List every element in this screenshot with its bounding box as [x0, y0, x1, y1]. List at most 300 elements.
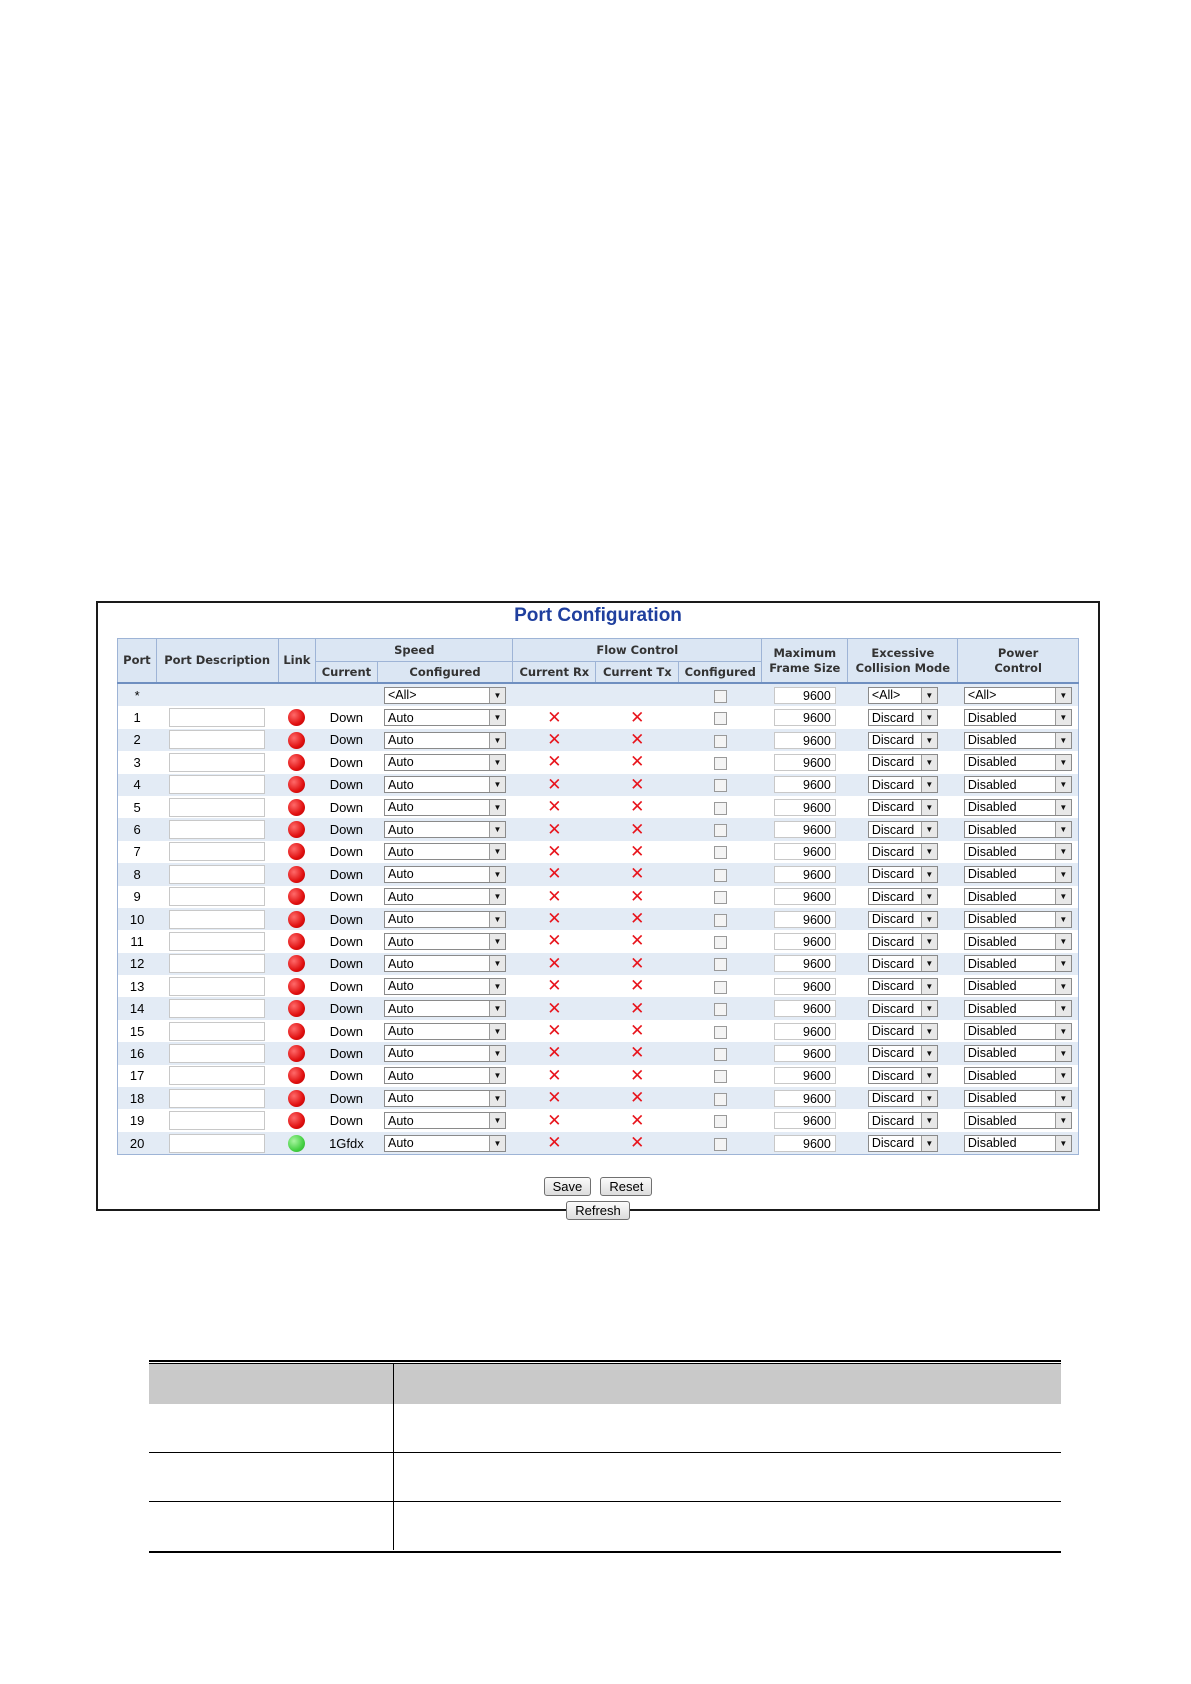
port-description-input[interactable] — [169, 910, 265, 929]
speed-current-cell: Down — [316, 1087, 377, 1109]
flow-control-checkbox[interactable] — [714, 824, 727, 837]
port-cell: 14 — [118, 997, 157, 1019]
chevron-down-icon[interactable]: ▼ — [489, 956, 505, 971]
x-mark-icon: ✕ — [547, 729, 562, 750]
flow-control-checkbox[interactable] — [714, 1026, 727, 1039]
power-select[interactable]: Disabled ▼ — [964, 866, 1072, 883]
table-row — [118, 1087, 1079, 1109]
flow-control-checkbox[interactable] — [714, 958, 727, 971]
collision-select[interactable]: Discard ▼ — [868, 1023, 938, 1040]
speed-current-cell: Down — [316, 751, 377, 773]
speed-select[interactable]: Auto ▼ — [384, 1000, 506, 1017]
table-row — [149, 1502, 1061, 1550]
chevron-down-icon[interactable]: ▼ — [489, 889, 505, 904]
power-select[interactable]: Disabled ▼ — [964, 843, 1072, 860]
flow-control-checkbox[interactable] — [714, 914, 727, 927]
power-select[interactable]: Disabled ▼ — [964, 821, 1072, 838]
chevron-down-icon[interactable]: ▼ — [489, 1113, 505, 1128]
chevron-down-icon[interactable]: ▼ — [921, 710, 937, 725]
x-mark-icon: ✕ — [547, 841, 562, 862]
link-status-icon — [288, 799, 305, 816]
chevron-down-icon[interactable]: ▼ — [489, 867, 505, 882]
power-select[interactable]: Disabled ▼ — [964, 1135, 1072, 1152]
table-row — [118, 997, 1079, 1019]
max-frame-input[interactable]: 9600 — [774, 776, 836, 793]
col-header-link: Link — [278, 639, 316, 684]
collision-select[interactable]: Discard ▼ — [868, 933, 938, 950]
port-description-input[interactable] — [169, 1044, 265, 1063]
chevron-down-icon[interactable]: ▼ — [1055, 1136, 1071, 1151]
chevron-down-icon[interactable]: ▼ — [489, 912, 505, 927]
chevron-down-icon[interactable]: ▼ — [921, 912, 937, 927]
speed-select[interactable]: Auto ▼ — [384, 888, 506, 905]
x-mark-icon: ✕ — [630, 909, 645, 930]
link-status-icon — [288, 1045, 305, 1062]
speed-current-cell: Down — [316, 997, 377, 1019]
x-mark-icon: ✕ — [547, 1043, 562, 1064]
speed-current-cell: Down — [316, 908, 377, 930]
flow-control-checkbox[interactable] — [714, 936, 727, 949]
parameter-description-table — [149, 1360, 1061, 1553]
port-cell: * — [118, 683, 157, 706]
speed-current-cell: Down — [316, 863, 377, 885]
chevron-down-icon[interactable]: ▼ — [489, 1024, 505, 1039]
max-frame-input[interactable]: 9600 — [774, 933, 836, 950]
chevron-down-icon[interactable]: ▼ — [921, 755, 937, 770]
flow-control-checkbox-all[interactable] — [714, 690, 727, 703]
speed-current-cell: Down — [316, 1020, 377, 1042]
button-row — [98, 1176, 1098, 1196]
chevron-down-icon[interactable]: ▼ — [489, 1136, 505, 1151]
flow-control-checkbox[interactable] — [714, 712, 727, 725]
speed-select[interactable]: Auto ▼ — [384, 1135, 506, 1152]
chevron-down-icon[interactable]: ▼ — [1055, 822, 1071, 837]
table-row — [118, 1065, 1079, 1087]
link-status-icon — [288, 1090, 305, 1107]
collision-select-all[interactable]: <All> ▼ — [868, 687, 938, 704]
page-title: Port Configuration — [514, 605, 682, 626]
port-description-input[interactable] — [169, 842, 265, 861]
speed-select[interactable]: Auto ▼ — [384, 843, 506, 860]
flow-control-checkbox[interactable] — [714, 869, 727, 882]
chevron-down-icon[interactable]: ▼ — [489, 1001, 505, 1016]
x-mark-icon: ✕ — [547, 909, 562, 930]
port-description-input[interactable] — [169, 1066, 265, 1085]
table-row — [118, 1020, 1079, 1042]
table-row — [118, 841, 1079, 863]
flow-control-checkbox[interactable] — [714, 1003, 727, 1016]
speed-current-cell: Down — [316, 796, 377, 818]
port-cell: 7 — [118, 841, 157, 863]
speed-current-cell: Down — [316, 729, 377, 751]
chevron-down-icon[interactable]: ▼ — [1055, 755, 1071, 770]
collision-select[interactable]: Discard ▼ — [868, 911, 938, 928]
power-select[interactable]: Disabled ▼ — [964, 911, 1072, 928]
speed-current-cell: Down — [316, 1042, 377, 1064]
power-select[interactable]: Disabled ▼ — [964, 754, 1072, 771]
port-description-input[interactable] — [169, 954, 265, 973]
chevron-down-icon[interactable]: ▼ — [921, 1136, 937, 1151]
port-cell: 20 — [118, 1132, 157, 1155]
flow-control-checkbox[interactable] — [714, 735, 727, 748]
chevron-down-icon[interactable]: ▼ — [1055, 1001, 1071, 1016]
port-description-input[interactable] — [169, 1134, 265, 1153]
chevron-down-icon[interactable]: ▼ — [921, 956, 937, 971]
max-frame-input[interactable]: 9600 — [774, 1023, 836, 1040]
max-frame-input[interactable]: 9600 — [774, 709, 836, 726]
save-button[interactable]: Save — [544, 1177, 592, 1196]
speed-select[interactable]: Auto ▼ — [384, 776, 506, 793]
x-mark-icon: ✕ — [547, 1088, 562, 1109]
port-description-input[interactable] — [169, 887, 265, 906]
chevron-down-icon[interactable]: ▼ — [489, 844, 505, 859]
chevron-down-icon[interactable]: ▼ — [921, 867, 937, 882]
speed-select[interactable]: Auto ▼ — [384, 866, 506, 883]
col-header-speed-configured: Configured — [377, 662, 513, 684]
table-row — [118, 1109, 1079, 1131]
port-cell: 5 — [118, 796, 157, 818]
flow-control-checkbox[interactable] — [714, 757, 727, 770]
power-select[interactable]: Disabled ▼ — [964, 978, 1072, 995]
max-frame-input[interactable]: 9600 — [774, 1000, 836, 1017]
chevron-down-icon[interactable]: ▼ — [1055, 889, 1071, 904]
flow-control-checkbox[interactable] — [714, 981, 727, 994]
power-select[interactable]: Disabled ▼ — [964, 888, 1072, 905]
chevron-down-icon[interactable]: ▼ — [489, 1091, 505, 1106]
x-mark-icon: ✕ — [630, 752, 645, 773]
speed-select[interactable]: Auto ▼ — [384, 1045, 506, 1062]
collision-select[interactable]: Discard ▼ — [868, 732, 938, 749]
x-mark-icon: ✕ — [547, 1065, 562, 1086]
speed-select[interactable]: Auto ▼ — [384, 799, 506, 816]
col-header-speed: Speed — [316, 639, 513, 662]
flow-control-checkbox[interactable] — [714, 1138, 727, 1151]
flow-control-checkbox[interactable] — [714, 1115, 727, 1128]
table-row — [118, 975, 1079, 997]
collision-select[interactable]: Discard ▼ — [868, 821, 938, 838]
port-cell: 12 — [118, 953, 157, 975]
max-frame-input[interactable]: 9600 — [774, 1045, 836, 1062]
port-description-input[interactable] — [169, 820, 265, 839]
chevron-down-icon[interactable]: ▼ — [489, 777, 505, 792]
x-mark-icon: ✕ — [630, 797, 645, 818]
chevron-down-icon[interactable]: ▼ — [921, 777, 937, 792]
chevron-down-icon[interactable]: ▼ — [921, 1024, 937, 1039]
x-mark-icon: ✕ — [547, 931, 562, 952]
flow-control-checkbox[interactable] — [714, 802, 727, 815]
table-row — [118, 953, 1079, 975]
port-cell: 2 — [118, 729, 157, 751]
max-frame-input-all[interactable]: 9600 — [774, 687, 836, 704]
x-mark-icon: ✕ — [547, 707, 562, 728]
flow-control-checkbox[interactable] — [714, 779, 727, 792]
max-frame-input[interactable]: 9600 — [774, 866, 836, 883]
power-select[interactable]: Disabled ▼ — [964, 776, 1072, 793]
port-cell: 11 — [118, 930, 157, 952]
refresh-button[interactable]: Refresh — [566, 1201, 630, 1220]
chevron-down-icon[interactable]: ▼ — [489, 979, 505, 994]
x-mark-icon: ✕ — [630, 998, 645, 1019]
max-frame-input[interactable]: 9600 — [774, 1090, 836, 1107]
link-status-icon — [288, 1067, 305, 1084]
chevron-down-icon[interactable]: ▼ — [489, 822, 505, 837]
power-select-all[interactable]: <All> ▼ — [964, 687, 1072, 704]
chevron-down-icon[interactable]: ▼ — [1055, 1091, 1071, 1106]
chevron-down-icon[interactable]: ▼ — [1055, 1046, 1071, 1061]
speed-select[interactable]: Auto ▼ — [384, 1023, 506, 1040]
port-cell: 19 — [118, 1109, 157, 1131]
x-mark-icon: ✕ — [547, 864, 562, 885]
speed-select[interactable]: Auto ▼ — [384, 933, 506, 950]
chevron-down-icon[interactable]: ▼ — [1055, 1068, 1071, 1083]
collision-select[interactable]: Discard ▼ — [868, 843, 938, 860]
speed-select[interactable]: Auto ▼ — [384, 732, 506, 749]
power-select[interactable]: Disabled ▼ — [964, 799, 1072, 816]
power-select[interactable]: Disabled ▼ — [964, 1067, 1072, 1084]
collision-select[interactable]: Discard ▼ — [868, 1135, 938, 1152]
link-status-icon — [288, 1135, 305, 1152]
port-description-input[interactable] — [169, 932, 265, 951]
chevron-down-icon[interactable]: ▼ — [1055, 710, 1071, 725]
chevron-down-icon[interactable]: ▼ — [489, 688, 505, 703]
max-frame-input[interactable]: 9600 — [774, 1135, 836, 1152]
chevron-down-icon[interactable]: ▼ — [1055, 777, 1071, 792]
x-mark-icon: ✕ — [547, 797, 562, 818]
table-row — [118, 818, 1079, 840]
chevron-down-icon[interactable]: ▼ — [921, 1046, 937, 1061]
port-cell: 13 — [118, 975, 157, 997]
table-row — [118, 706, 1079, 728]
link-status-icon — [288, 888, 305, 905]
x-mark-icon: ✕ — [630, 1043, 645, 1064]
max-frame-input[interactable]: 9600 — [774, 888, 836, 905]
table-header — [149, 1364, 1061, 1404]
col-header-port-description: Port Description — [156, 639, 278, 684]
link-status-icon — [288, 821, 305, 838]
chevron-down-icon[interactable]: ▼ — [1055, 979, 1071, 994]
collision-select[interactable]: Discard ▼ — [868, 1045, 938, 1062]
x-mark-icon: ✕ — [630, 1133, 645, 1153]
col-header-fc-current-tx: Current Tx — [596, 662, 679, 684]
port-description-input[interactable] — [169, 865, 265, 884]
power-select[interactable]: Disabled ▼ — [964, 1023, 1072, 1040]
speed-current-cell: Down — [316, 818, 377, 840]
link-status-icon — [288, 732, 305, 749]
port-description-input[interactable] — [169, 730, 265, 749]
flow-control-checkbox[interactable] — [714, 891, 727, 904]
port-description-input[interactable] — [169, 1022, 265, 1041]
chevron-down-icon[interactable]: ▼ — [921, 844, 937, 859]
collision-select[interactable]: Discard ▼ — [868, 799, 938, 816]
max-frame-input[interactable]: 9600 — [774, 978, 836, 995]
x-mark-icon: ✕ — [630, 1110, 645, 1131]
chevron-down-icon[interactable]: ▼ — [1055, 956, 1071, 971]
port-description-input[interactable] — [169, 1089, 265, 1108]
table-row — [118, 751, 1079, 773]
port-description-input[interactable] — [169, 999, 265, 1018]
col-header-port: Port — [118, 639, 157, 684]
chevron-down-icon[interactable]: ▼ — [1055, 733, 1071, 748]
port-description-input[interactable] — [169, 1111, 265, 1130]
link-status-icon — [288, 754, 305, 771]
collision-select[interactable]: Discard ▼ — [868, 776, 938, 793]
chevron-down-icon[interactable]: ▼ — [921, 800, 937, 815]
port-description-input[interactable] — [169, 708, 265, 727]
x-mark-icon: ✕ — [630, 1021, 645, 1042]
x-mark-icon: ✕ — [547, 819, 562, 840]
port-cell: 6 — [118, 818, 157, 840]
link-status-icon — [288, 843, 305, 860]
chevron-down-icon[interactable]: ▼ — [1055, 912, 1071, 927]
chevron-down-icon[interactable]: ▼ — [921, 1068, 937, 1083]
x-mark-icon: ✕ — [630, 1065, 645, 1086]
x-mark-icon: ✕ — [547, 976, 562, 997]
max-frame-input[interactable]: 9600 — [774, 821, 836, 838]
chevron-down-icon[interactable]: ▼ — [489, 755, 505, 770]
table-row-all — [118, 683, 1079, 706]
power-select[interactable]: Disabled ▼ — [964, 732, 1072, 749]
port-cell: 18 — [118, 1087, 157, 1109]
chevron-down-icon[interactable]: ▼ — [921, 889, 937, 904]
port-cell: 3 — [118, 751, 157, 773]
speed-select[interactable]: Auto ▼ — [384, 821, 506, 838]
chevron-down-icon[interactable]: ▼ — [1055, 1113, 1071, 1128]
port-description-input[interactable] — [169, 977, 265, 996]
collision-select[interactable]: Discard ▼ — [868, 754, 938, 771]
collision-select[interactable]: Discard ▼ — [868, 866, 938, 883]
speed-select[interactable]: Auto ▼ — [384, 754, 506, 771]
max-frame-input[interactable]: 9600 — [774, 955, 836, 972]
chevron-down-icon[interactable]: ▼ — [1055, 800, 1071, 815]
chevron-down-icon[interactable]: ▼ — [921, 822, 937, 837]
x-mark-icon: ✕ — [547, 886, 562, 907]
port-description-input[interactable] — [169, 753, 265, 772]
refresh-row — [98, 1200, 1098, 1220]
collision-select[interactable]: Discard ▼ — [868, 978, 938, 995]
chevron-down-icon[interactable]: ▼ — [489, 710, 505, 725]
port-description-input[interactable] — [169, 798, 265, 817]
chevron-down-icon[interactable]: ▼ — [1055, 1024, 1071, 1039]
chevron-down-icon[interactable]: ▼ — [921, 688, 937, 703]
max-frame-input[interactable]: 9600 — [774, 732, 836, 749]
x-mark-icon: ✕ — [630, 931, 645, 952]
power-select[interactable]: Disabled ▼ — [964, 955, 1072, 972]
flow-control-checkbox[interactable] — [714, 1070, 727, 1083]
max-frame-input[interactable]: 9600 — [774, 911, 836, 928]
table-row — [149, 1404, 1061, 1453]
chevron-down-icon[interactable]: ▼ — [1055, 934, 1071, 949]
chevron-down-icon[interactable]: ▼ — [489, 800, 505, 815]
max-frame-input[interactable]: 9600 — [774, 754, 836, 771]
chevron-down-icon[interactable]: ▼ — [489, 733, 505, 748]
reset-button[interactable]: Reset — [600, 1177, 652, 1196]
collision-select[interactable]: Discard ▼ — [868, 1067, 938, 1084]
flow-control-checkbox[interactable] — [714, 1093, 727, 1106]
speed-current-cell: Down — [316, 774, 377, 796]
chevron-down-icon[interactable]: ▼ — [1055, 688, 1071, 703]
speed-select-all[interactable]: <All> ▼ — [384, 687, 506, 704]
max-frame-input[interactable]: 9600 — [774, 843, 836, 860]
x-mark-icon: ✕ — [630, 774, 645, 795]
x-mark-icon: ✕ — [630, 707, 645, 728]
max-frame-input[interactable]: 9600 — [774, 1067, 836, 1084]
table-row — [118, 863, 1079, 885]
x-mark-icon: ✕ — [547, 752, 562, 773]
port-cell: 17 — [118, 1065, 157, 1087]
chevron-down-icon[interactable]: ▼ — [921, 1091, 937, 1106]
power-select[interactable]: Disabled ▼ — [964, 1045, 1072, 1062]
port-cell: 1 — [118, 706, 157, 728]
power-select[interactable]: Disabled ▼ — [964, 1090, 1072, 1107]
max-frame-input[interactable]: 9600 — [774, 799, 836, 816]
chevron-down-icon[interactable]: ▼ — [1055, 867, 1071, 882]
power-select[interactable]: Disabled ▼ — [964, 1112, 1072, 1129]
x-mark-icon: ✕ — [630, 819, 645, 840]
collision-select[interactable]: Discard ▼ — [868, 888, 938, 905]
x-mark-icon: ✕ — [547, 998, 562, 1019]
chevron-down-icon[interactable]: ▼ — [1055, 844, 1071, 859]
table-row — [118, 908, 1079, 930]
speed-select[interactable]: Auto ▼ — [384, 955, 506, 972]
table-row — [118, 729, 1079, 751]
collision-select[interactable]: Discard ▼ — [868, 1090, 938, 1107]
speed-current-cell: Down — [316, 886, 377, 908]
x-mark-icon: ✕ — [630, 976, 645, 997]
collision-select[interactable]: Discard ▼ — [868, 1112, 938, 1129]
col-header-excessive-collision: Excessive Collision Mode — [848, 639, 958, 684]
chevron-down-icon[interactable]: ▼ — [921, 1001, 937, 1016]
chevron-down-icon[interactable]: ▼ — [489, 1068, 505, 1083]
table-row — [118, 796, 1079, 818]
speed-select[interactable]: Auto ▼ — [384, 911, 506, 928]
x-mark-icon: ✕ — [547, 774, 562, 795]
table-row — [118, 886, 1079, 908]
flow-control-checkbox[interactable] — [714, 846, 727, 859]
power-select[interactable]: Disabled ▼ — [964, 1000, 1072, 1017]
port-cell: 10 — [118, 908, 157, 930]
speed-select[interactable]: Auto ▼ — [384, 1090, 506, 1107]
flow-control-checkbox[interactable] — [714, 1048, 727, 1061]
chevron-down-icon[interactable]: ▼ — [921, 1113, 937, 1128]
chevron-down-icon[interactable]: ▼ — [921, 733, 937, 748]
link-status-icon — [288, 1000, 305, 1017]
collision-select[interactable]: Discard ▼ — [868, 709, 938, 726]
table-row — [118, 774, 1079, 796]
col-header-fc-current-rx: Current Rx — [513, 662, 596, 684]
power-select[interactable]: Disabled ▼ — [964, 933, 1072, 950]
port-description-input[interactable] — [169, 775, 265, 794]
chevron-down-icon[interactable]: ▼ — [921, 934, 937, 949]
link-status-icon — [288, 955, 305, 972]
x-mark-icon: ✕ — [630, 953, 645, 974]
link-status-icon — [288, 776, 305, 793]
x-mark-icon: ✕ — [630, 841, 645, 862]
speed-select[interactable]: Auto ▼ — [384, 709, 506, 726]
collision-select[interactable]: Discard ▼ — [868, 1000, 938, 1017]
collision-select[interactable]: Discard ▼ — [868, 955, 938, 972]
chevron-down-icon[interactable]: ▼ — [921, 979, 937, 994]
speed-select[interactable]: Auto ▼ — [384, 1112, 506, 1129]
speed-select[interactable]: Auto ▼ — [384, 1067, 506, 1084]
chevron-down-icon[interactable]: ▼ — [489, 1046, 505, 1061]
speed-select[interactable]: Auto ▼ — [384, 978, 506, 995]
chevron-down-icon[interactable]: ▼ — [489, 934, 505, 949]
speed-current-cell: Down — [316, 706, 377, 728]
power-select[interactable]: Disabled ▼ — [964, 709, 1072, 726]
x-mark-icon: ✕ — [630, 864, 645, 885]
table-row — [118, 1042, 1079, 1064]
max-frame-input[interactable]: 9600 — [774, 1112, 836, 1129]
